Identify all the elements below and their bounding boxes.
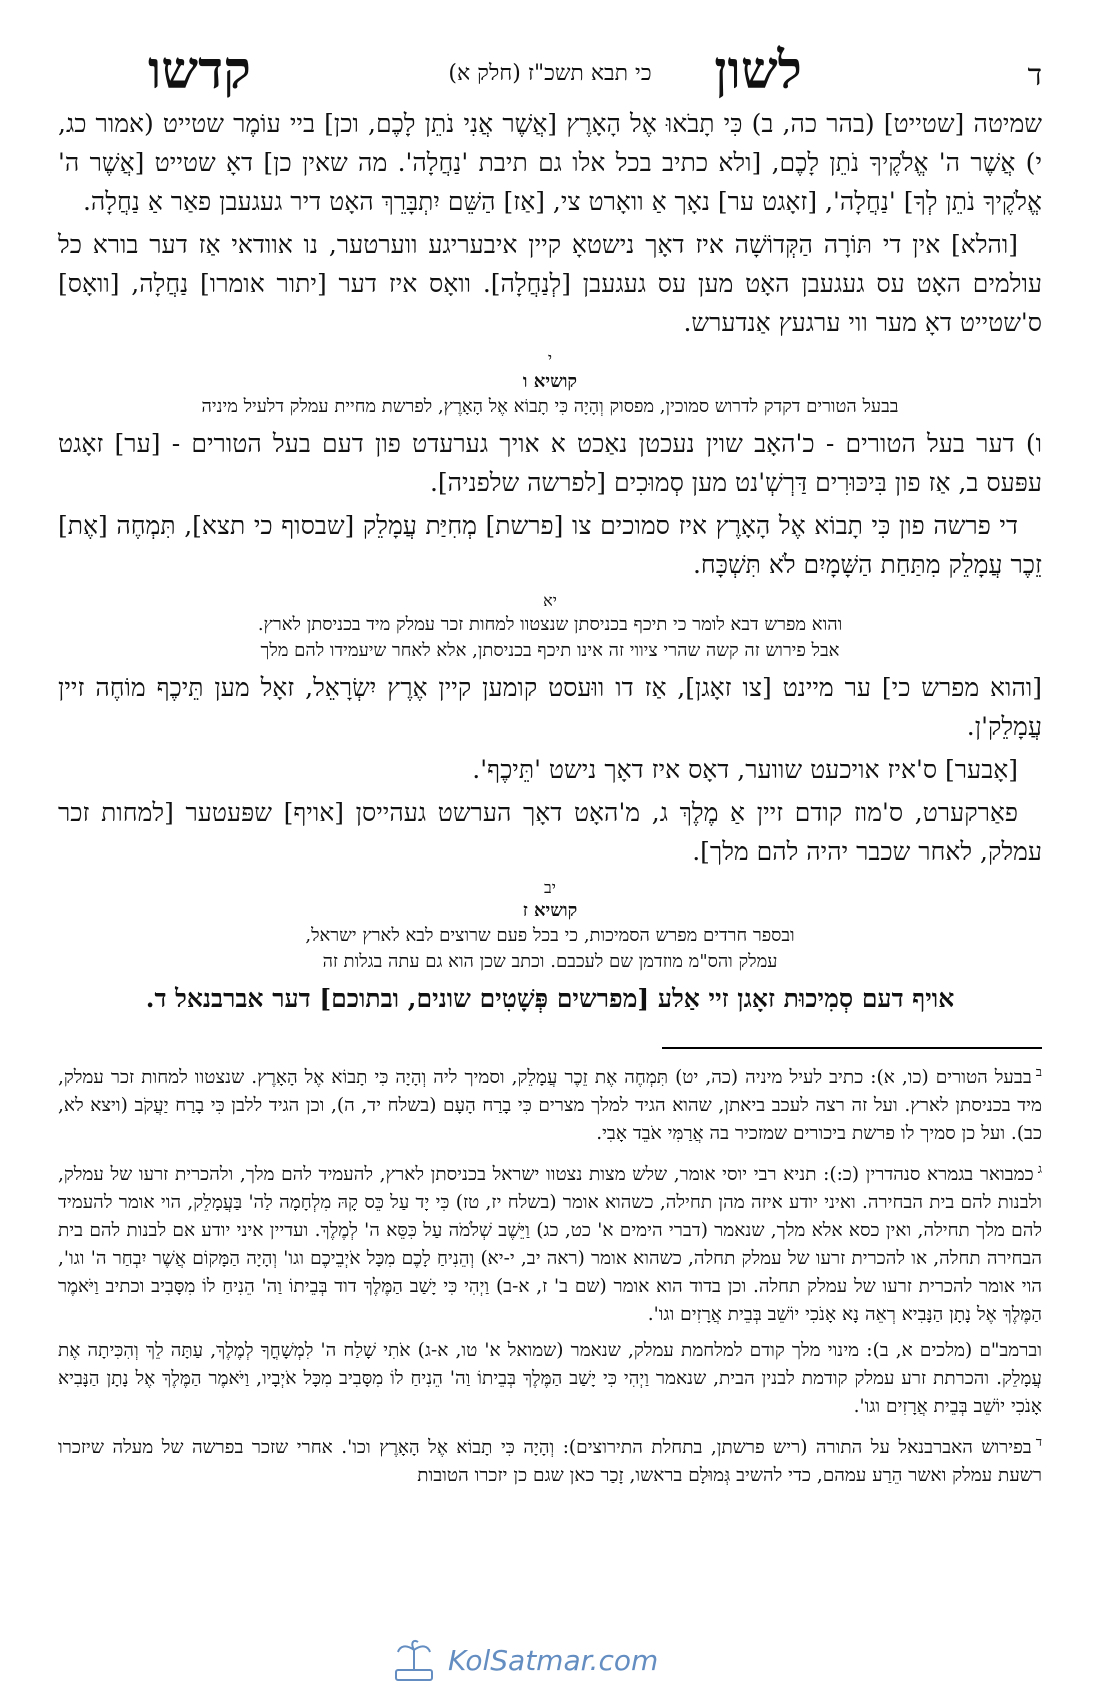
source-note: אבל פירוש זה קשה שהרי ציווי זה אינו תיכף בכניסתן, אלא לאחר שיעמידו להם מלך bbox=[260, 640, 840, 661]
footnote-text: וברמב"ם (מלכים א, ב): מינוי מלך קודם למלחמת עמלק, שנאמר (שמואל א' טו, א-ג) אֹתִי שָׁלַח ה' לִמְשָׁחֳךָ לְמֶלֶךְ, עַתָּה לֵךְ וְהִכִּיתָה אֶת עֲמָלֵק. והכרתת זרע עמלק קודמת לבנין הבית, שנאמר וַיְהִי כִּי יָשַׁב הַמֶּלֶךְ בְּבֵיתוֹ וַה' הֵנִיחַ לוֹ מִסָּבִיב מִכָּל אֹיְבָיו, וַיֹּאמֶר הַמֶּלֶךְ אֶל נָתָן הַנָּבִיא אָנֹכִי יוֹשֵׁב בְּבֵית אֲרָזִים וגו'. bbox=[58, 1340, 1042, 1418]
paragraph: די פרשה פון כִּי תָבוֹא אֶל הָאָרֶץ איז סמוכים צו [פרשת] מְחִיַּת עֲמָלֵק [שבסוף כי תצא], תִּמְחֶה [אֶת] זֵכֶר עֲמָלֵק מִתַּחַת הַשָּׁמָיִם לֹא תִּשְׁכָּח. bbox=[58, 511, 1042, 579]
section-heading bbox=[58, 877, 1042, 975]
main-text bbox=[58, 668, 1042, 871]
book-title-left: קדשו bbox=[148, 40, 251, 101]
paragraph: [אָבער] ס'איז אויכעט שווער, דאָס איז דאָך נישט 'תֵּיכֶף'. bbox=[472, 755, 1018, 784]
page bbox=[58, 40, 1042, 1680]
section-marker: יב bbox=[544, 878, 556, 897]
footnote-mark: ד bbox=[1035, 1435, 1042, 1451]
section-subtitle: כי תבא תשכ"ז (חלק א) bbox=[448, 61, 652, 86]
paragraph: פאַרקערט, ס'מוז קודם זיין אַ מֶלֶךְ ג, מ'האָט דאָך הערשט געהייסן [אויף] שפּעטער [למחות זכר עמלק, לאחר שכבר יהיה להם מלך]. bbox=[58, 798, 1042, 866]
paragraph: [והוא מפרש כי] ער מיינט [צו זאָגן], אַז דו ווּעסט קומען קיין אֶרֶץ יִשְׂרָאֵל, זאָל מען תֵּיכֶף מוֹחֶה זיין עֲמָלֵק'ן. bbox=[58, 673, 1042, 741]
question-label: קושיא ז bbox=[522, 900, 578, 921]
footnote bbox=[58, 1337, 1042, 1421]
footnote-divider bbox=[662, 1047, 1042, 1049]
paragraph: [והלא] אין די תּוֹרָה הַקְּדוֹשָׁה איז דאָך נישטאָ קיין איבעריגע ווערטער, נו אוודאי אַז דער בורא כל עולמים האָט עס געגעבן האָט מען עס געגעבן [לְנַחֲלָה]. וואָס איז דער [יתור אומרו] נַחֲלָה, [וואָס] ס'שטייט דאָ מער ווי ערגעץ אַנדערש. bbox=[58, 230, 1042, 337]
footnotes bbox=[58, 1059, 1042, 1490]
footnote bbox=[58, 1156, 1042, 1329]
site-watermark bbox=[390, 1632, 710, 1688]
source-note: בבעל הטורים דקדק לדרוש סמוכין, מפסוק וְהָיָה כִּי תָבוֹא אֶל הָאָרֶץ, לפרשת מחיית עמלק דלעיל מיניה bbox=[201, 396, 899, 417]
summary-line: אויף דעם סְמִיכוּת זאָגן זיי אַלע [מפרשים פְּשָׁטִים שונים, ובתוכם] דער אברבנאל ד. bbox=[145, 984, 955, 1013]
paragraph: ו) דער בעל הטורים - כ'האָב שוין נעכטן נאַכט א אויך גערעדט פון דעם בעל הטורים - [ער] זאָגט עפּעס ב, אַז פון בִּיכּוּרִים דַּרְשְׁ'נט מען סְמוּכִים [לפרשה שלפניה]. bbox=[58, 429, 1042, 497]
question-label: קושיא ו bbox=[522, 371, 578, 392]
palm-tree-logo-icon bbox=[390, 1636, 438, 1684]
section-heading bbox=[58, 348, 1042, 420]
main-text bbox=[58, 104, 1042, 342]
page-number: ד bbox=[1027, 58, 1042, 93]
footnote-text: בפירוש האברבנאל על התורה (ריש פרשתן, בתחלת התירוצים): וְהָיָה כִּי תָבוֹא אֶל הָאָרֶץ וכו'. אחרי שזכר בפרשה של מעלה שיזכרו רשעת עמלק ואשר הֵרַע עמהם, כדי להשיב גְּמוּלָם בראשו, זָכַר כאן שגם כן יזכרו הטובות bbox=[58, 1437, 1042, 1487]
main-text bbox=[58, 424, 1042, 584]
source-note: עמלק והס"מ מוזדמן שם לעכבם. וכתב שכן הוא גם עתה בגלות זה bbox=[322, 951, 778, 972]
book-title-right: לשון bbox=[714, 40, 802, 101]
footnote-text: בבעל הטורים (כו, א): כתיב לעיל מיניה (כה, יט) תִּמְחֶה אֶת זֵכֶר עֲמָלֵק, וסמיך ליה וְהָיָה כִּי תָבוֹא אֶל הָאָרֶץ. שנצטוו למחות זכר עמלק, מיד בכניסתן לארץ. ועל זה רצה לעכב ביאתן, שהוא הגיד למלך מצרים כִּי בָרַח הָעָם (בשלח יד, ה), וכן הגיד ללבן כִּי בָרַח יַעֲקֹב (ויצא לא, כב). ועל כן סמיך לו פרשת ביכורים שמזכיר בה אֲרַמִּי אֹבֵד אָבִי. bbox=[58, 1067, 1042, 1145]
footnote bbox=[58, 1429, 1042, 1490]
section-marker: י bbox=[547, 349, 553, 368]
footnote-text: כמבואר בגמרא סנהדרין (כ:): תניא רבי יוסי אומר, שלש מצות נצטוו ישראל בכניסתן לארץ, להעמיד להם מלך, ולהכרית זרעו של עמלק, ולבנות להם בית הבחירה. ואיני יודע איזה מהן תחילה, כשהוא אומר (בשלח יז, טז) כִּי יָד עַל כֵּס קָהּ מִלְחָמָה לַה' בַּעֲמָלֵק, הוי אומר להעמיד להם מלך תחילה, ואין כסא אלא מלך, שנאמר (דברי הימים א' כט, כג) וַיֵּשֶׁב שְׁלֹמֹה עַל כִּסֵּא ה' לְמֶלֶךְ. ועדיין איני יודע אם לבנות להם בית הבחירה תחלה, או להכרית זרעו של עמלק תחלה, כשהוא אומר (ראה יב, י-יא) וְהֵנִיחַ לָכֶם מִכָּל אֹיְבֵיכֶם וגו' וְהָיָה הַמָּקוֹם אֲשֶׁר יִבְחַר ה' וגו', הוי אומר להכרית זרעו של עמלק תחלה. וכן בדוד הוא אומר (שם ב' ז, א-ב) וַיְהִי כִּי יָשַׁב הַמֶּלֶךְ דוד בְּבֵיתוֹ וַה' הֵנִיחַ לוֹ מִסָּבִיב וכתיב וַיֹּאמֶר הַמֶּלֶךְ אֶל נָתָן הַנָּבִיא רְאֵה נָא אָנֹכִי יוֹשֵׁב בְּבֵית אֲרָזִים וגו'. bbox=[58, 1164, 1042, 1326]
source-note: והוא מפרש דבא לומר כי תיכף בכניסתן שנצטוו למחות זכר עמלק מיד בכניסתן לארץ. bbox=[257, 614, 843, 635]
footnote bbox=[58, 1059, 1042, 1148]
watermark-text: KolSatmar.com bbox=[448, 1643, 659, 1677]
footnote-mark: ב bbox=[1035, 1065, 1042, 1080]
footnote-mark: ג bbox=[1037, 1162, 1042, 1178]
section-marker: יא bbox=[543, 591, 557, 610]
source-note: ובספר חרדים מפרש הסמיכות, כי בכל פעם שרוצים לבא לארץ ישראל, bbox=[305, 925, 795, 946]
section-heading bbox=[58, 590, 1042, 664]
page-header bbox=[58, 40, 1042, 104]
paragraph: שמיטה [שטייט] (בהר כה, ב) כִּי תָבֹאוּ אֶל הָאָרֶץ [אֲשֶׁר אֲנִי נֹתֵן לָכֶם, וכן] ביי עוֹמֶר שטייט (אמור כג, י) אֲשֶׁר ה' אֱלֹקֶיךָ נֹתֵן לָכֶם, [ולא כתיב בכל אלו גם תיבת 'נַחֲלָה'. מה שאין כן] דאָ שטייט [אֲשֶׁר ה' אֱלֹקֶיךָ נֹתֵן לְךָ] 'נַחֲלָה', [זאָגט ער] נאָך אַ וואָרט צי, [אַז] הַשֵּׁם יִתְבָּרֵךְ האָט דיר געגעבן פאַר אַ נַחֲלָה. bbox=[58, 109, 1042, 216]
